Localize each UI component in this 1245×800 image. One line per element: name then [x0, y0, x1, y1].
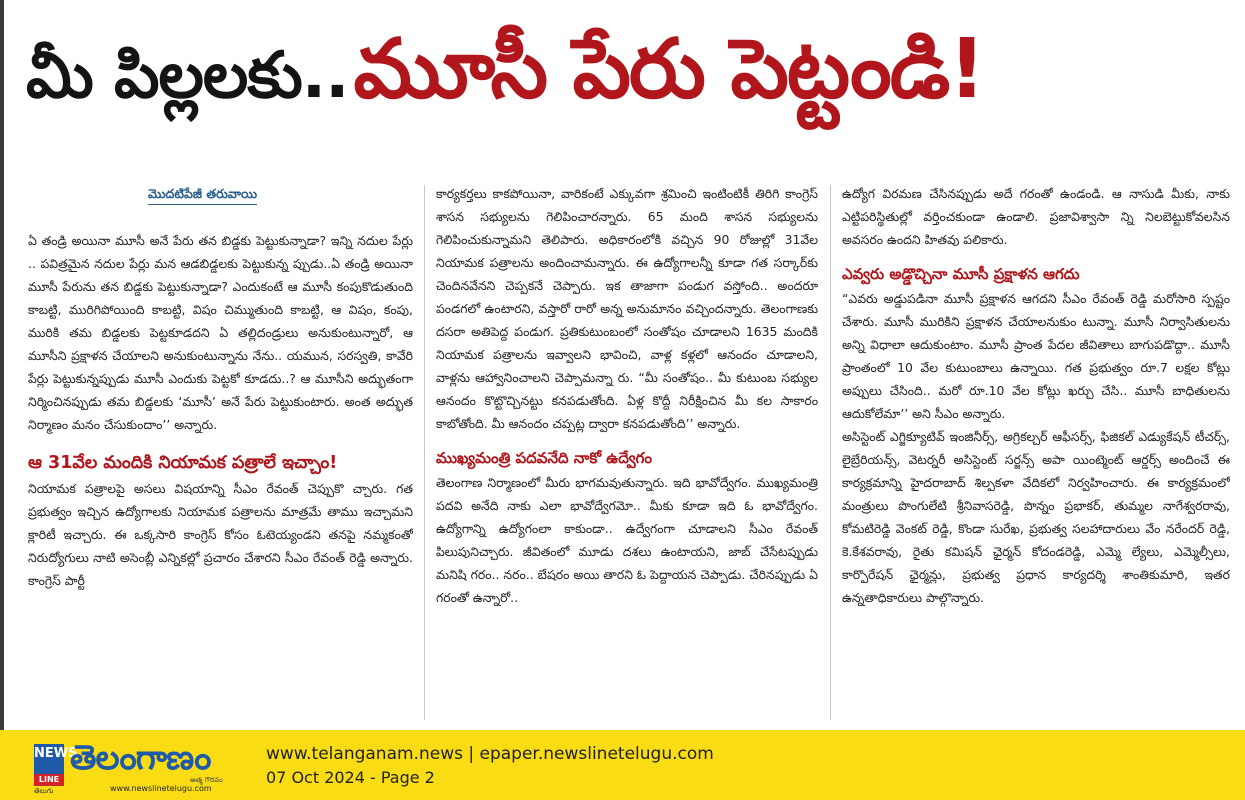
column-2 [436, 182, 818, 722]
subheading: ముఖ్యమంత్రి పదవనేది నాకో ఉద్వేగం [436, 449, 652, 467]
newsline-logo-subtitle: తెలుగు [34, 787, 54, 795]
headline-part-2: మూసీ పేరు పెట్టండి! [353, 22, 984, 117]
edition-date: 07 Oct 2024 - Page 2 [266, 768, 435, 787]
column-divider [424, 185, 425, 720]
telanganam-logo: తెలంగాణం [70, 738, 211, 778]
headline [26, 22, 1236, 172]
continuation-kicker: మొదటిపేజీ తరువాయి [148, 184, 257, 205]
paragraph: తెలంగాణ నిర్మాణంలో మీరు భాగమవుతున్నారు. ఇది భావోద్వేగం. ముఖ్యమంత్రి పదవి అనేది నాకు ఎలా భావోద్వేగమో.. మీకు కూడా ఇది ఓ భావోద్వేగం. ఉద్యోగాన్ని ఉద్యోగంలా కాకుండా.. ఉద్వేగంగా చూడాలని సీఎం రేవంత్ పిలుపునిచ్చారు. జీవితంలో మూడు దశలు ఉంటాయని, జాబ్ చేసేటప్పుడు మనిషి గరం.. నరం.. బేషరం అయి తారని ఓ పెద్దాయన చెప్పాడు. చేరినప్పుడు ఏ గరంతో ఉన్నారో.. [436, 475, 818, 605]
paragraph: ఏ తండ్రి అయినా మూసీ అనే పేరు తన బిడ్డకు పెట్టుకున్నాడా? ఇన్ని నదుల పేర్లు .. పవిత్రమైన నదుల పేర్లు మన ఆడబిడ్డలకు పెట్టుకున్న ప్పుడు..ఏ తండ్రి అయినా మూసీ పేరును తన బిడ్డకు పెట్టుకున్నాడా? ఎందుకంటే ఆ మూసీ కంపుకొడుతుంది కాబట్టి, మురిగిపోయింది కాబట్టి, విషం చిమ్ముతుంది కాబట్టి, ఆ విషం, కంపు, మురికి తమ బిడ్డలకు పెట్టకూడదని ఏ తల్లిదండ్రులు అనుకుంటున్నారో, ఆ మూసీని ప్రక్షాళన చేయాలని అనుకుంటున్నాను నేను.. యమున, సరస్వతి, కావేరి పేర్లు పెట్టుకున్నప్పుడు మూసీ ఎందుకు పెట్టకో కూడదు..? ఆ మూసీని అద్భుతంగా నిర్మించినప్పుడు తమ బిడ్డలకు ‘మూసీ’ అనే పేరు పెట్టుకుంటారు. అంత అద్భుత నిర్మాణం మనం చేసుకుందాం’’ అన్నారు. [28, 233, 413, 432]
column-3 [842, 182, 1230, 722]
newsline-logo-line: LINE [34, 774, 64, 786]
logo-tagline: ఆత్మ గౌరవం [190, 776, 223, 784]
subheading: ఎవ్వరు అడ్డొచ్చినా మూసీ ప్రక్షాళన ఆగదు [842, 265, 1080, 283]
column-divider [830, 185, 831, 720]
logo-url: www.newslinetelugu.com [110, 784, 212, 793]
headline-part-1: మీ పిల్లలకు.. [26, 39, 349, 113]
paragraph: నియామక పత్రాలపై అసలు విషయాన్ని సీఎం రేవంత్ చెప్పుకొ చ్చారు. గత ప్రభుత్వం ఇచ్చిన ఉద్యోగాలకు నియామక పత్రాలను మాత్రమే తాము ఇచ్చామని క్లారిటీ ఇచ్చారు. ఈ ఒక్కసారి కాంగ్రెస్ కోసం ఓటెయ్యండని తనపై నమ్మకంతో నిరుద్యోగులు నాటి అసెంబ్లీ ఎన్నికల్లో ప్రచారం చేశారని సీఎం రేవంత్ రెడ్డి అన్నారు. కాంగ్రెస్ పార్టీ [28, 481, 413, 588]
newsline-logo-icon: NEWS [34, 744, 64, 780]
subheading: ఆ 31వేల మందికి నియామక పత్రాలే ఇచ్చాం! [28, 453, 338, 473]
column-1 [28, 182, 413, 722]
footer-bar [0, 730, 1245, 800]
paragraph: కార్యకర్తలు కాకపోయినా, వారికంటే ఎక్కువగా శ్రమించి ఇంటింటికీ తిరిగి కాంగ్రెస్ శాసన సభ్యులను గెలిపించారన్నారు. 65 మంది శాసన సభ్యులను గెలిపించుకున్నామని తెలిపారు. అధికారంలోకి వచ్చిన 90 రోజుల్లో 31వేల నియామక పత్రాలను అందించామన్నారు. ఈ ఉద్యోగాలన్నీ కూడా గత సర్కార్‌కు చెందినవేనని చెప్పకనే చెప్పారు. ఇక తాజాగా పండుగ వస్తోంది.. అందరూ పండగలో ఉంటారని, వస్తారో రారో అన్న అనుమానం వచ్చిందన్నారు. తెలంగాణకు దసరా అతిపెద్ద పండుగ. ప్రతికుటుంబంలో సంతోషం చూడాలని 1635 మందికి నియామక పత్రాలను ఇవ్వాలని భావించి, వాళ్ల కళ్లలో ఆనందం చూడాలని, వాళ్లను ఆహ్వానించాలని చెప్పామన్నా రు. “మీ సంతోషం.. మీ కుటుంబ సభ్యుల ఆనందం కొట్టొచ్చినట్టు కనపడుతోంది. ఏళ్ల కొద్దీ నిరీక్షించిన మీ కల సాకారం కాబోతోంది. మీ ఆనందం చప్పట్ల ద్వారా కనపడుతోంది’’ అన్నారు. [436, 186, 818, 431]
paragraph: ఉద్యోగ విరమణ చేసినప్పుడు అదే గరంతో ఉండండి. ఆ నాసుడి మీకు, నాకు ఎట్టిపరిస్థితుల్లో వర్తించకుండా ఉండాలి. ప్రజావిశ్వాసా న్ని నిలబెట్టుకోవలసిన అవసరం ఉందని హితవు పలికారు. [842, 186, 1230, 247]
website-links[interactable]: www.telanganam.news | epaper.newslinetelugu.com [266, 744, 714, 764]
paragraph: “ఎవరు అడ్డుపడినా మూసీ ప్రక్షాళన ఆగదని సీఎం రేవంత్ రెడ్డి మరోసారి స్పష్టం చేశారు. మూసీ మురికిని ప్రక్షాళన చేయాలనుకుం టున్నా. మూసీ నిర్వాసితులను అన్ని విధాలా ఆదుకుంటాం. మూసీ ప్రాంత పేదల జీవితాలు బాగుపడొద్దా.. మూసీ ప్రాంతంలో 10 వేల కుటుంబాలు ఉన్నాయి. గత ప్రభుత్వం రూ.7 లక్షల కోట్లు అప్పులు చేసింది.. మరో రూ.10 వేల కోట్లు ఖర్చు చేసి.. మూసీ బాధితులను ఆదుకోలేమా’’ అని సీఎం అన్నారు. [842, 291, 1230, 421]
paragraph: అసిస్టెంట్ ఎగ్జిక్యూటివ్ ఇంజినీర్స్, అగ్రికల్చర్ ఆఫీసర్స్, ఫిజికల్ ఎడ్యుకేషన్ టీచర్స్, లైబ్రేరియన్స్, వెటర్నరీ అసిస్టెంట్ సర్జన్స్ అపా యింట్మెంట్ ఆర్డర్స్ అందించే ఈ కార్యక్రమాన్ని హైదరాబాద్ శిల్పకళా వేదికలో నిర్వహించారు. ఈ కార్యక్రమంలో మంత్రులు పొంగులేటి శ్రీనివాసరెడ్డి, పొన్నం ప్రభాకర్, తుమ్మల నాగేశ్వరరావు, కోమటిరెడ్డి వెంకట్ రెడ్డి, కొండా సురేఖ, ప్రభుత్వ సలహాదారులు వేం నరేందర్ రెడ్డి, కె.కేశవరావు, రైతు కమిషన్ ఛైర్మన్ కోదండరెడ్డి, ఎమ్మె ల్యేలు, ఎమ్మెల్సీలు, కార్పొరేషన్ ఛైర్మన్లు, ప్రభుత్వ ప్రధాన కార్యదర్శి శాంతికుమారి, ఇతర ఉన్నతాధికారులు పాల్గొన్నారు. [842, 429, 1230, 605]
